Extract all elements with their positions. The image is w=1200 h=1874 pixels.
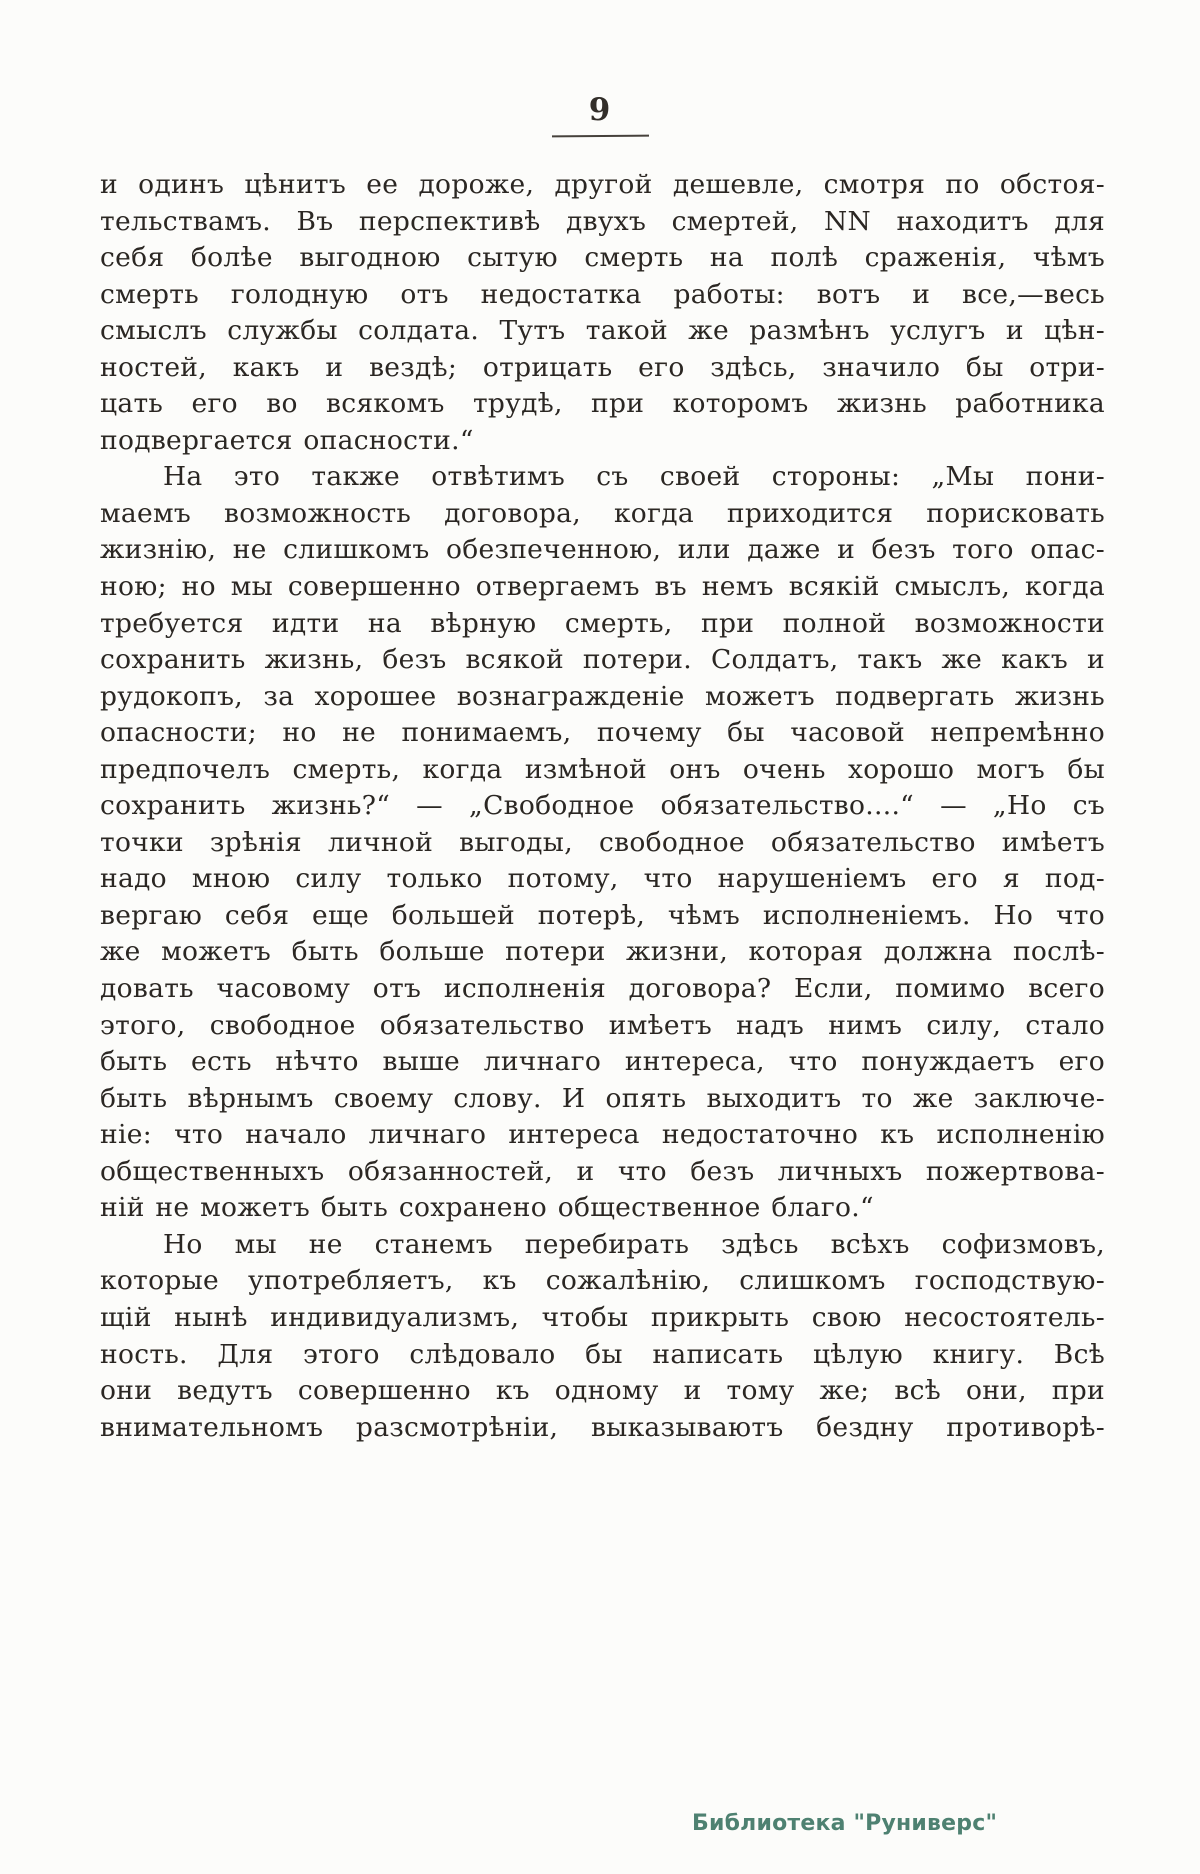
text-line: довать часовому отъ исполненія договора? Если, помимо всего: [100, 973, 1105, 1005]
text-line: сохранить жизнь, безъ всякой потери. Солдатъ, такъ же какъ и: [100, 644, 1105, 676]
text-line: смерть голодную отъ недостатка работы: вотъ и все,—весь: [100, 278, 1105, 310]
text-line: предпочелъ смерть, когда измѣной онъ очень хорошо могъ бы: [100, 753, 1105, 785]
body-text: [100, 167, 1105, 1446]
page-number-rule: [551, 135, 648, 138]
text-line: маемъ возможность договора, когда приходится порисковать: [100, 497, 1105, 529]
text-line: ній не можетъ быть сохранено общественное благо.“: [100, 1192, 874, 1224]
text-line: ною; но мы совершенно отвергаемъ въ немъ всякій смыслъ, когда: [100, 571, 1105, 603]
paragraph-1: [100, 167, 1105, 459]
text-line: быть вѣрнымъ своему слову. И опять выходитъ то же заключе-: [100, 1082, 1105, 1114]
library-watermark: Библиотека "Руниверс": [692, 1811, 998, 1836]
text-line: надо мною силу только потому, что нарушеніемъ его я под-: [100, 863, 1105, 895]
text-line: ніе: что начало личнаго интереса недостаточно къ исполненію: [100, 1119, 1105, 1151]
paragraph-2: [100, 459, 1105, 1226]
text-line: цать его во всякомъ трудѣ, при которомъ жизнь работника: [100, 388, 1105, 420]
text-line: которые употребляетъ, къ сожалѣнію, слишкомъ господствую-: [100, 1265, 1105, 1297]
text-line: сохранить жизнь?“ — „Свободное обязательство....“ — „Но съ: [100, 790, 1105, 822]
text-line: вергаю себя еще большей потерѣ, чѣмъ исполненіемъ. Но что: [100, 899, 1105, 931]
text-line: требуется идти на вѣрную смерть, при полной возможности: [100, 607, 1105, 639]
text-line: опасности; но не понимаемъ, почему бы часовой непремѣнно: [100, 717, 1105, 749]
page-number: 9: [588, 92, 612, 128]
paragraph-3: [100, 1227, 1105, 1446]
text-line: этого, свободное обязательство имѣетъ надъ нимъ силу, стало: [100, 1009, 1105, 1041]
text-line: рудокопъ, за хорошее вознагражденіе можетъ подвергать жизнь: [100, 680, 1105, 712]
text-line: смыслъ службы солдата. Тутъ такой же размѣнъ услугъ и цѣн-: [100, 315, 1105, 347]
text-line: быть есть нѣчто выше личнаго интереса, что понуждаетъ его: [100, 1046, 1105, 1078]
text-line: и одинъ цѣнитъ ее дороже, другой дешевле, смотря по обстоя-: [100, 169, 1105, 200]
text-line: тельствамъ. Въ перспективѣ двухъ смертей, NN находитъ для: [100, 205, 1105, 237]
text-line: подвергается опасности.“: [100, 424, 474, 456]
text-line: На это также отвѣтимъ съ своей стороны: „Мы пони-: [163, 461, 1105, 493]
text-line: ность. Для этого слѣдовало бы написать цѣлую книгу. Всѣ: [100, 1338, 1105, 1370]
text-line: же можетъ быть больше потери жизни, которая должна послѣ-: [100, 936, 1105, 968]
text-line: жизнію, не слишкомъ обезпеченною, или даже и безъ того опас-: [100, 534, 1105, 566]
text-line: внимательномъ разсмотрѣніи, выказываютъ бездну противорѣ-: [100, 1411, 1105, 1443]
text-line: ностей, какъ и вездѣ; отрицать его здѣсь, значило бы отри-: [100, 351, 1105, 383]
text-line: общественныхъ обязанностей, и что безъ личныхъ пожертвова-: [100, 1155, 1105, 1187]
text-line: они ведутъ совершенно къ одному и тому же; всѣ они, при: [100, 1375, 1105, 1407]
text-line: себя болѣе выгодною сытую смерть на полѣ сраженія, чѣмъ: [100, 242, 1105, 274]
page-header: [0, 0, 1200, 137]
text-line: точки зрѣнія личной выгоды, свободное обязательство имѣетъ: [100, 826, 1105, 858]
text-line: Но мы не станемъ перебирать здѣсь всѣхъ софизмовъ,: [163, 1228, 1105, 1260]
text-line: щій нынѣ индивидуализмъ, чтобы прикрыть свою несостоятель-: [100, 1301, 1105, 1333]
